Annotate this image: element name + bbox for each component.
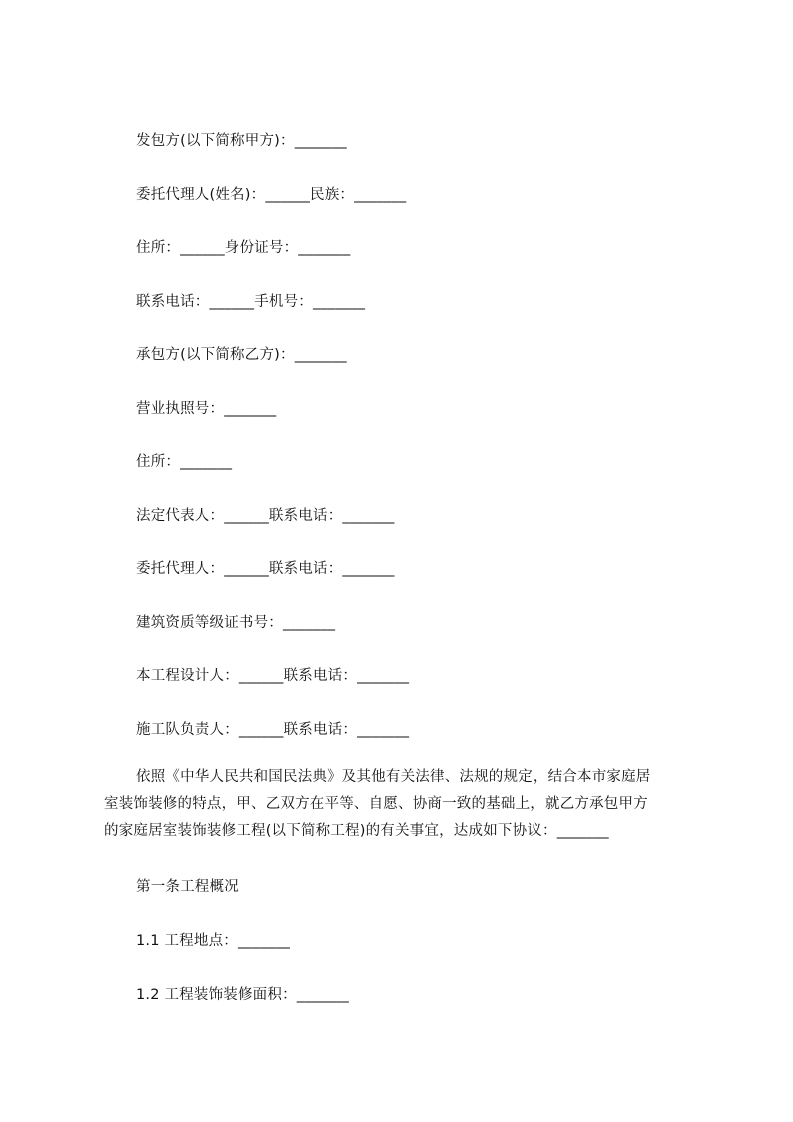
section-heading: 第一条工程概况 xyxy=(136,879,239,895)
field-party-b: 承包方(以下简称乙方)：_______ xyxy=(136,347,347,363)
field-designer: 本工程设计人：______联系电话：_______ xyxy=(136,668,410,684)
field-party-b-agent: 委托代理人：______联系电话：_______ xyxy=(136,561,395,577)
field-agent-name-ethnicity: 委托代理人(姓名)：______民族：_______ xyxy=(136,187,407,203)
field-party-b-address: 住所：_______ xyxy=(136,454,233,470)
field-phone-mobile: 联系电话：______手机号：_______ xyxy=(136,294,366,310)
section-item-location: 1.1 工程地点：_______ xyxy=(136,933,291,949)
field-business-license: 营业执照号：_______ xyxy=(136,401,277,417)
field-address-id-number: 住所：______身份证号：_______ xyxy=(136,240,351,256)
field-party-a: 发包方(以下简称甲方)：_______ xyxy=(136,133,347,149)
field-legal-representative: 法定代表人：______联系电话：_______ xyxy=(136,508,395,524)
preamble-line: 室装饰装修的特点，甲、乙双方在平等、自愿、协商一致的基础上，就乙方承包甲方 xyxy=(104,796,648,812)
section-item-area: 1.2 工程装饰装修面积：_______ xyxy=(136,987,349,1003)
field-construction-leader: 施工队负责人：______联系电话：_______ xyxy=(136,722,410,738)
preamble-paragraph xyxy=(104,764,664,845)
field-qualification-certificate: 建筑资质等级证书号：_______ xyxy=(136,615,336,631)
preamble-line: 的家庭居室装饰装修工程(以下简称工程)的有关事宜，达成如下协议：_______ xyxy=(104,823,609,839)
preamble-line: 依照《中华人民共和国民法典》及其他有关法律、法规的规定，结合本市家庭居 xyxy=(136,769,651,785)
